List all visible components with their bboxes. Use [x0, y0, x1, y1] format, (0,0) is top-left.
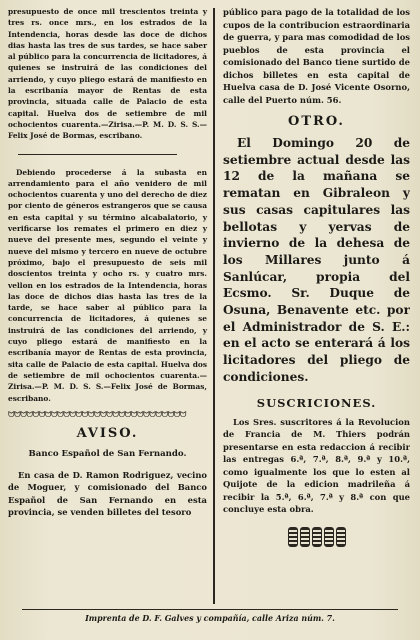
- printer-ornament-icon: [288, 526, 346, 548]
- notice-paragraph: Debiendo procederse á la subasta en arrendamiento para el año venidero de mil ochocientos cuarenta y uno del derecho de diez por ciento de géneros estrangeros que se causa en esta capital y su término alcabalatorio, y verificarse los remates el primero en diez y nueve del presente mes, segundo el veinte y nueve del mismo y tercero en nueve de octubre próximo, bajo el presupuesto de seis mil doscientos treinta y ocho rs. y cuatro mrs. vellon en los estrados de la Intendencia, horas las doce de dichos dias hasta las tres de la tarde, se hace saber al público para la concurrencia de licitadores, á quienes se instruirá de las condiciones del arriendo, y cuyo pliego estará de manifiesto en la escribanía mayor de Rentas de esta provincia, sita calle de Palacio de esta capital. Huelva dos de setiembre de mil ochocientos cuarenta.—Zirisa.—P. M. D. S. S.—Felix José de Bormas, escribano.: [8, 167, 207, 403]
- right-column: [215, 6, 410, 606]
- suscriciones-paragraph: Los Sres. suscritores á la Revolucion de Francia de M. Thiers podrán presentarse en esta redaccion á recibir las entregas 6.ª, 7.ª, 8.ª, 9.ª y 10.ª, como igualmente los que lo esten al Quijote de la edicion madrileña á recibir la 5.ª, 6.ª, 7.ª y 8.ª con que concluye esta obra.: [223, 416, 410, 515]
- left-column: [8, 6, 213, 606]
- footer-rule: [22, 609, 398, 610]
- notice-subasta-2: [8, 167, 207, 404]
- suscriciones-heading: SUSCRICIONES.: [256, 395, 377, 410]
- continuation-paragraph: público para pago de la totalidad de los cupos de la contribucion estraordinaria de guerra, y para mas comodidad de los pueblos de esta provincia el comisionado del Banco tiene surtido de dichos billetes en esta capital de Huelva casa de D. José Vicente Osorno, calle del Puerto núm. 56.: [223, 7, 410, 105]
- aviso-continuation: [223, 6, 410, 106]
- otro-paragraph: El Domingo 20 de setiembre actual desde las 12 de la mañana se rematan en Gibraleon y sus casas capitulares las bellotas y yervas de invierno de la dehesa de los Millares junto á Sanlúcar, propia del Ecsmo. Sr. Duque de Osuna, Benavente etc. por el Administrador de S. E.: en el acto se enterará á los licitadores del pliego de condiciones.: [223, 136, 410, 384]
- printer-imprint: Imprenta de D. F. Galves y compañía, calle Ariza núm. 7.: [85, 614, 335, 623]
- otro-body: [223, 135, 410, 386]
- aviso-heading: AVISO.: [76, 425, 139, 441]
- aviso-body: [8, 469, 207, 519]
- separator-rule: [18, 154, 177, 155]
- notice-subasta-1: [8, 6, 207, 142]
- aviso-paragraph: En casa de D. Ramon Rodriguez, vecino de Moguer, y comisionado del Banco Español de San Fernando en esta provincia, se venden billetes del tesoro: [8, 469, 207, 518]
- suscriciones-body: [223, 416, 410, 516]
- otro-heading: OTRO.: [288, 114, 345, 129]
- columns: [8, 6, 412, 606]
- notice-paragraph: presupuesto de once mil trescientos treinta y tres rs. once mrs., en los estrados de la Intendencia, horas desde las doce de dichos dias hasta las tres de sus tardes, se hace saber al público para la concurrencia de licitadores, á quienes se instruirá de las condiciones del arriendo, y cuyo pliego estará de manifiesto en la escribanía mayor de Rentas de esta provincia, situada calle de Palacio de esta capital. Huelva dos de setiembre de mil ochocientos cuarenta.—Zirisa.—P. M. D. S. S.—Felix José de Bormas, escribano.: [8, 7, 207, 141]
- bank-name: Banco Español de San Fernando.: [28, 448, 187, 459]
- ornament-border: ᗢᗢᗢᗢᗢᗢᗢᗢᗢᗢᗢᗢᗢᗢᗢᗢᗢᗢᗢᗢᗢᗢᗢᗢᗢᗢᗢᗢᗢ: [8, 409, 187, 419]
